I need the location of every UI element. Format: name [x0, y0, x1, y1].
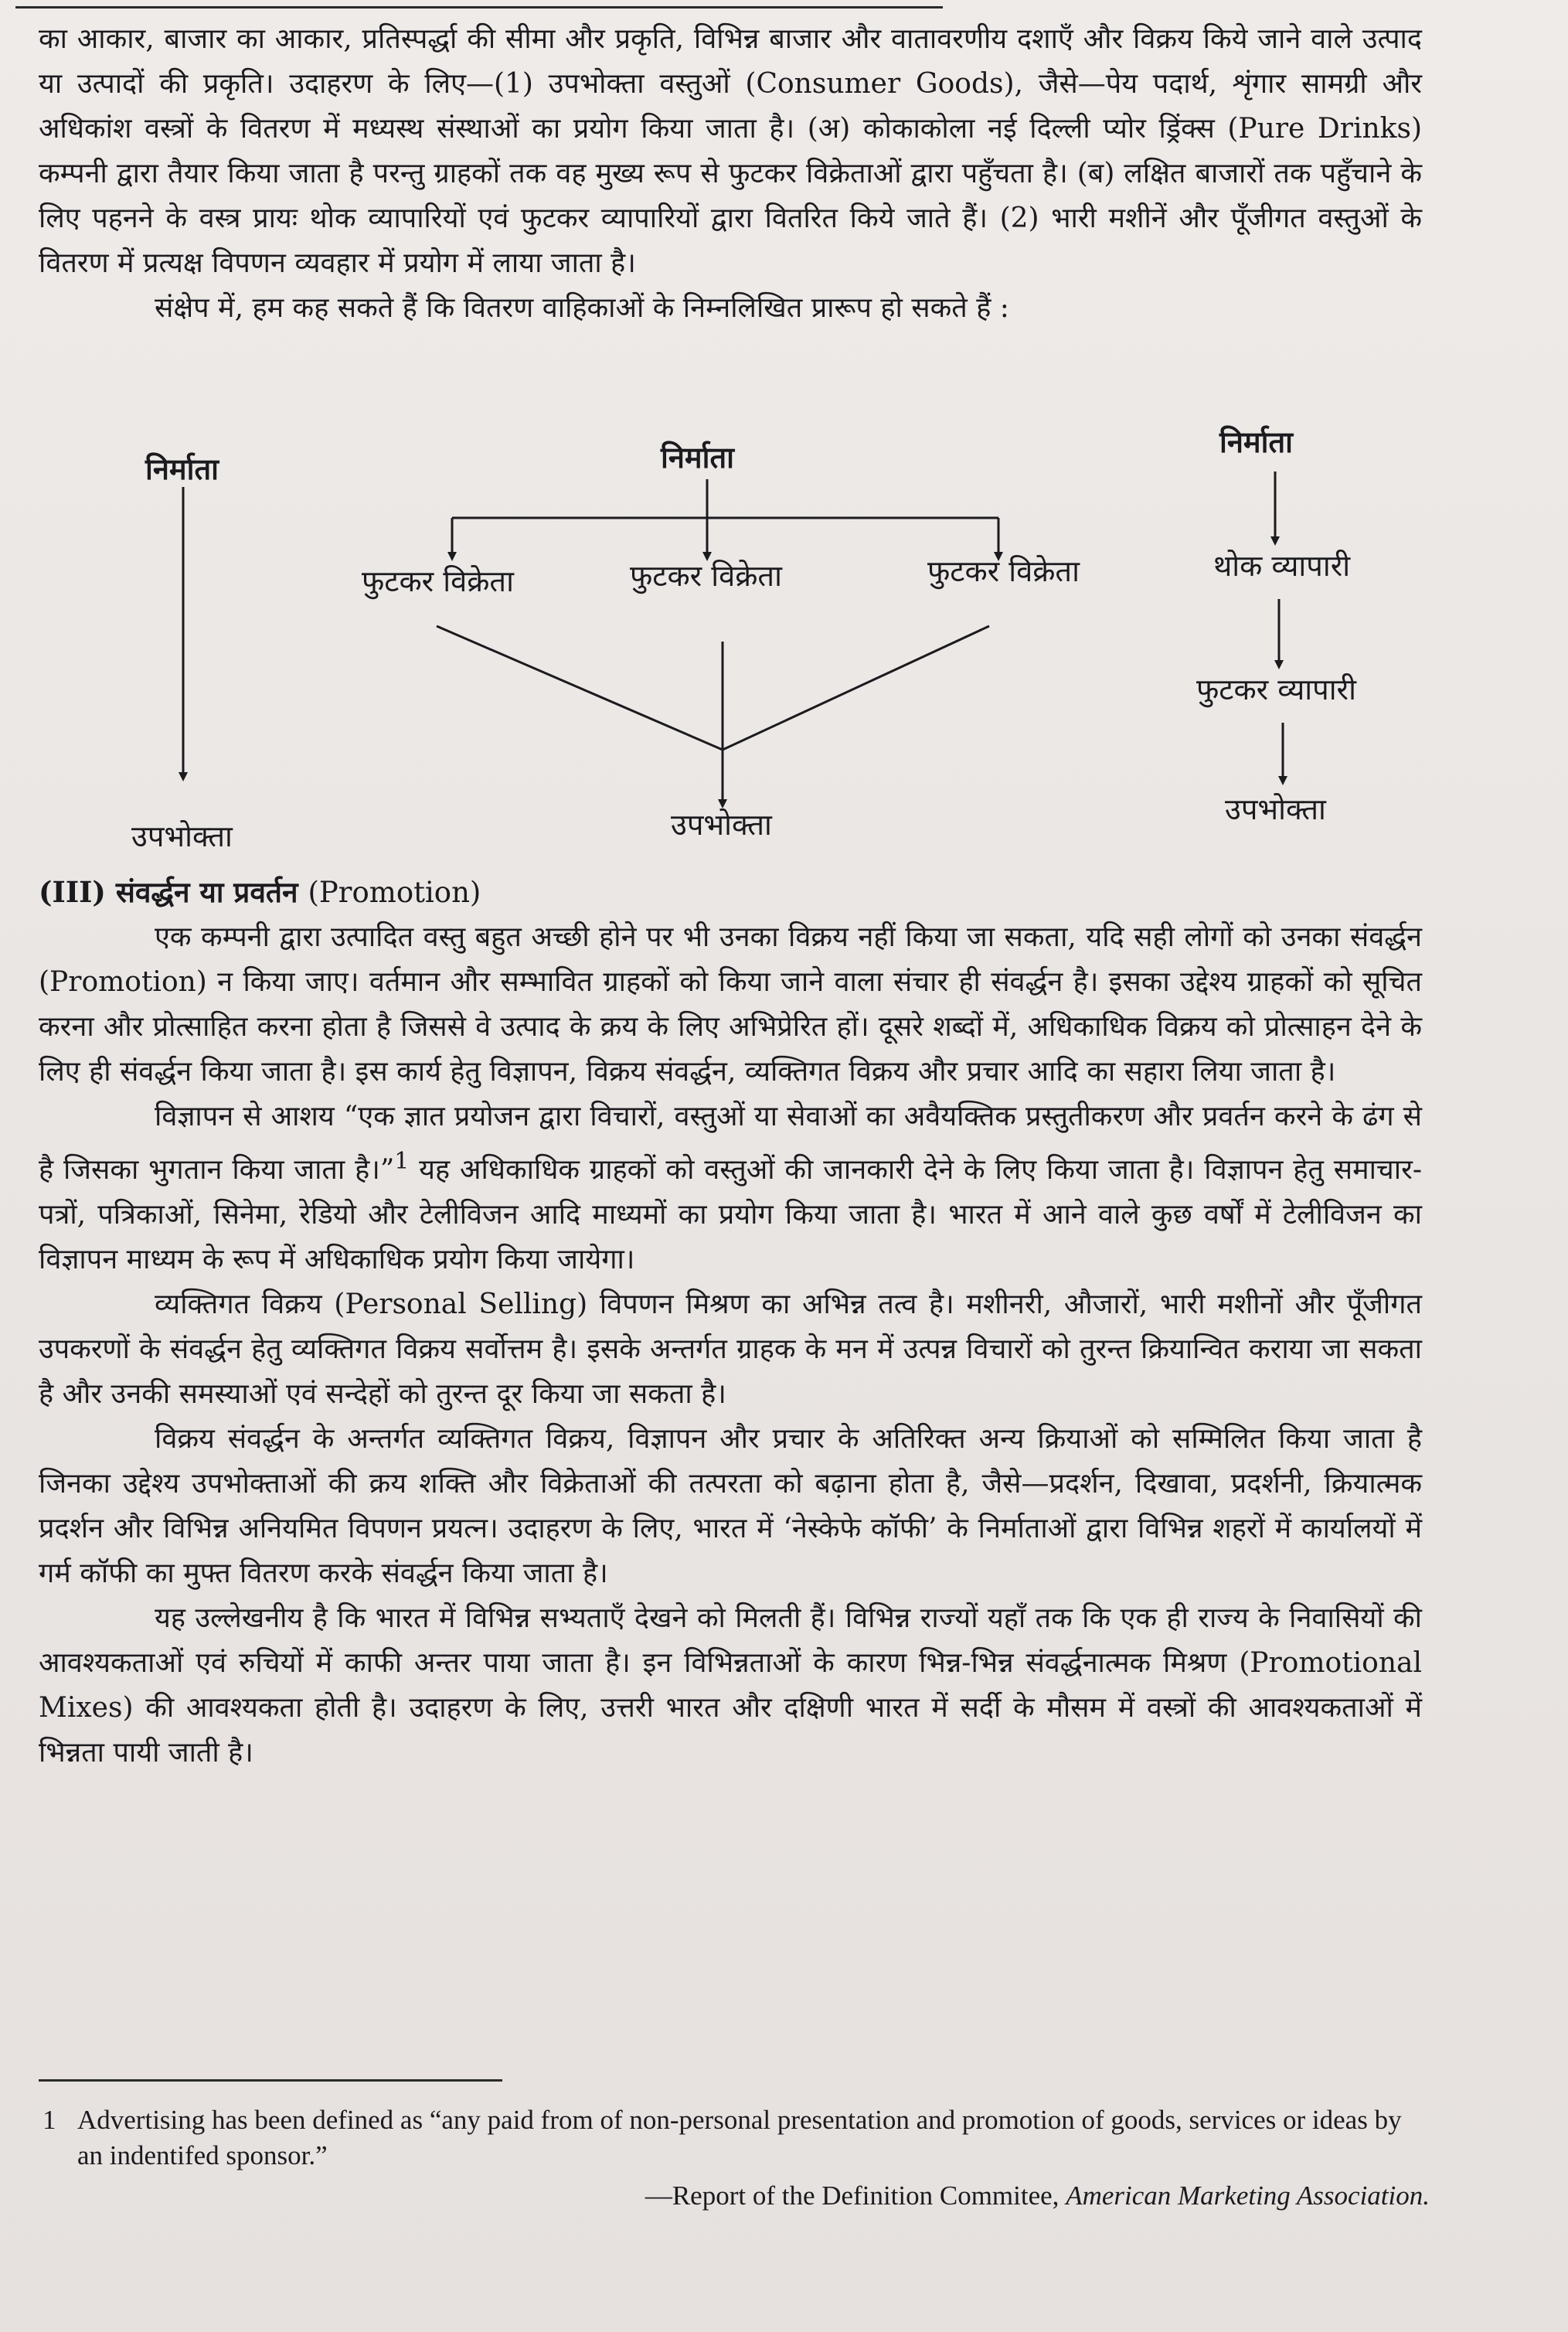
middle-retailer-3-label: फुटकर विक्रेता	[927, 554, 1080, 588]
summary-paragraph: संक्षेप में, हम कह सकते हैं कि वितरण वाहिकाओं के निम्नलिखित प्रारूप हो सकते हैं :	[155, 292, 1009, 324]
section-heading-english: (Promotion)	[308, 876, 481, 909]
middle-consumer-label: उपभोक्ता	[671, 808, 772, 842]
intro-paragraph: का आकार, बाजार का आकार, प्रतिस्पर्द्धा की सीमा और प्रकृति, विभिन्न बाजार और वातावरणीय दशाएँ और विक्रय किये जाने वाले उत्पाद या उत्पादों की प्रकृति। उदाहरण के लिए—(1) उपभोक्ता वस्तुओं (Consumer Goods), जैसे—पेय पदार्थ, शृंगार सामग्री और अधिकांश वस्त्रों के वितरण में मध्यस्थ संस्थाओं का प्रयोग किया जाता है। (अ) कोकाकोला नई दिल्ली प्योर ड्रिंक्स (Pure Drinks) कम्पनी द्वारा तैयार किया जाता है परन्तु ग्राहकों तक वह मुख्य रूप से फुटकर विक्रेताओं द्वारा पहुँचता है। (ब) लक्षित बाजारों तक पहुँचाने के लिए पहनने के वस्त्र प्रायः थोक व्यापारियों एवं फुटकर व्यापारियों द्वारा वितरित किये जाते हैं। (2) भारी मशीनें और पूँजीगत वस्तुओं के वितरण में प्रत्यक्ष विपणन व्यवहार में प्रयोग में लाया जाता है।	[39, 23, 1422, 279]
right-retailer-label: फुटकर व्यापारी	[1196, 672, 1356, 706]
footnote-source-prefix: —Report of the Definition Commitee,	[645, 2181, 1060, 2211]
top-rule	[15, 6, 943, 9]
promotion-section	[39, 870, 1422, 1775]
distribution-channels-diagram	[0, 417, 1568, 866]
footnote-source	[77, 2178, 1430, 2214]
promotional-mix-paragraph: यह उल्लेखनीय है कि भारत में विभिन्न सभ्यताएँ देखने को मिलती हैं। विभिन्न राज्यों यहाँ तक कि एक ही राज्य के निवासियों की आवश्यकताओं एवं रुचियों में काफी अन्तर पाया जाता है। इन विभिन्नताओं के कारण भिन्न-भिन्न संवर्द्धनात्मक मिश्रण (Promotional Mixes) की आवश्यकता होती है। उदाहरण के लिए, उत्तरी भारत और दक्षिणी भारत में सर्दी के मौसम में वस्त्रों की आवश्यकताओं में भिन्नता पायी जाती है।	[39, 1602, 1422, 1769]
footnote-rule	[39, 2079, 502, 2082]
section-heading-hindi: (III) संवर्द्धन या प्रवर्तन	[39, 875, 298, 909]
advertising-text-a: विज्ञापन से आशय “एक ज्ञात प्रयोजन द्वारा विचारों, वस्तुओं या सेवाओं का अवैयक्तिक प्रस्तुतीकरण और प्रवर्तन करने के ढंग से है जिसका भुगतान किया जाता है।”	[39, 1101, 1422, 1186]
advertising-text-b: यह अधिकाधिक ग्राहकों को वस्तुओं की जानकारी देने के लिए किया जाता है। विज्ञापन हेतु समाचार-पत्रों, पत्रिकाओं, सिनेमा, रेडियो और टेलीविजन आदि माध्यमों का प्रयोग किया जाता है। भारत में आने वाले कुछ वर्षों में टेलीविजन का विज्ञापन माध्यम के रूप में अधिकाधिक प्रयोग किया जायेगा।	[39, 1154, 1422, 1275]
sales-promotion-paragraph: विक्रय संवर्द्धन के अन्तर्गत व्यक्तिगत विक्रय, विज्ञापन और प्रचार के अतिरिक्त अन्य क्रियाओं को सम्मिलित किया जाता है जिनका उद्देश्य उपभोक्ताओं की क्रय शक्ति और विक्रेताओं की तत्परता को बढ़ाना होता है, जैसे—प्रदर्शन, दिखावा, प्रदर्शनी, क्रियात्मक प्रदर्शन और विभिन्न अनियमित विपणन प्रयत्न। उदाहरण के लिए, भारत में ‘नेस्केफे कॉफी’ के निर्माताओं द्वारा विभिन्न शहरों में कार्यालयों में गर्म कॉफी का मुफ्त वितरण करके संवर्द्धन किया जाता है।	[39, 1423, 1422, 1589]
converge-right	[723, 626, 989, 750]
footnote-number: 1	[43, 2105, 56, 2135]
promotion-paragraph-1: एक कम्पनी द्वारा उत्पादित वस्तु बहुत अच्छी होने पर भी उनका विक्रय नहीं किया जा सकता, यदि सही लोगों को उनका संवर्द्धन (Promotion) न किया जाए। वर्तमान और सम्भावित ग्राहकों को किया जाने वाला संचार ही संवर्द्धन है। इसका उद्देश्य ग्राहकों को सूचित करना और प्रोत्साहित करना होता है जिससे वे उत्पाद के क्रय के लिए अभिप्रेरित हों। दूसरे शब्दों में, अधिकाधिक विक्रय को प्रोत्साहन देने के लिए ही संवर्द्धन किया जाता है। इस कार्य हेतु विज्ञापन, विक्रय संवर्द्धन, व्यक्तिगत विक्रय और प्रचार आदि का सहारा लिया जाता है।	[39, 921, 1422, 1088]
diagram-lines	[0, 417, 1568, 866]
right-manufacturer-label: निर्माता	[1219, 424, 1294, 459]
left-consumer-label: उपभोक्ता	[131, 819, 233, 853]
middle-retailer-1-label: फुटकर विक्रेता	[362, 564, 514, 598]
section-heading	[39, 870, 1422, 915]
left-manufacturer-label: निर्माता	[145, 451, 219, 486]
intro-section	[39, 17, 1422, 331]
converge-left	[437, 626, 723, 750]
footnote-reference: 1	[394, 1148, 410, 1175]
middle-manufacturer-label: निर्माता	[661, 440, 735, 475]
footnote	[43, 2102, 1430, 2214]
footnote-text: Advertising has been defined as “any paid from of non-personal presentation and promotion of goods, services or ideas by an indentifed sponsor.”	[77, 2105, 1402, 2170]
right-consumer-label: उपभोक्ता	[1225, 792, 1326, 826]
personal-selling-paragraph: व्यक्तिगत विक्रय (Personal Selling) विपणन मिश्रण का अभिन्न तत्व है। मशीनरी, औजारों, भारी मशीनों और पूँजीगत उपकरणों के संवर्द्धन हेतु व्यक्तिगत विक्रय सर्वोत्तम है। इसके अन्तर्गत ग्राहक के मन में उत्पन्न विचारों को तुरन्त क्रियान्वित कराया जा सकता है और उनकी समस्याओं एवं सन्देहों को तुरन्त दूर किया जा सकता है।	[39, 1289, 1422, 1410]
advertising-paragraph	[39, 1095, 1422, 1282]
middle-retailer-2-label: फुटकर विक्रेता	[630, 559, 782, 593]
right-wholesaler-label: थोक व्यापारी	[1213, 549, 1351, 583]
footnote-source-org: American Marketing Association.	[1066, 2181, 1430, 2211]
